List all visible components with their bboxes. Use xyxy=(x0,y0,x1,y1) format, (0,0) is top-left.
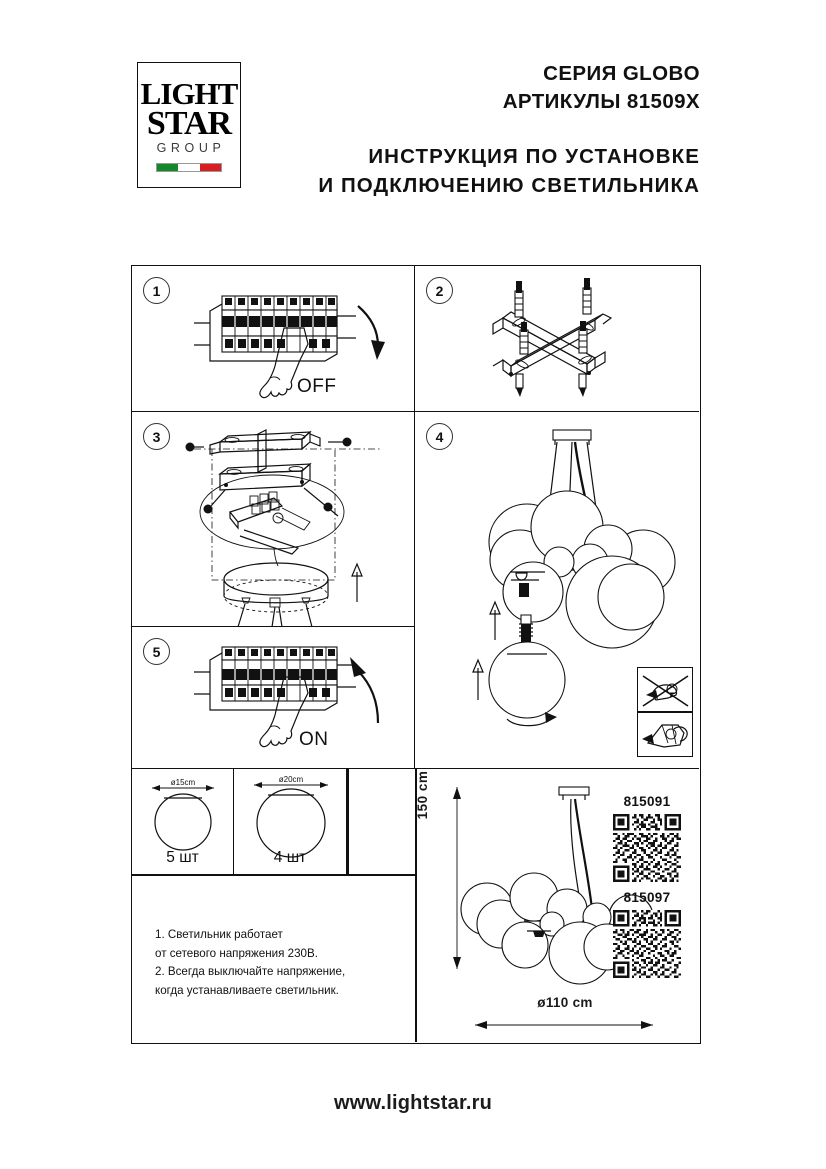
step-number-3: 3 xyxy=(143,423,170,450)
bulb-icon xyxy=(519,615,533,642)
screw-icon xyxy=(204,490,226,514)
article-code-1: 815091 xyxy=(623,794,671,809)
globe-1-diameter: ø15cm xyxy=(170,778,196,787)
step-number-2: 2 xyxy=(426,277,453,304)
header-text-block xyxy=(318,60,700,201)
globe-2-diameter: ø20cm xyxy=(278,775,304,784)
step-panel-4 xyxy=(415,412,699,769)
note-line-1: 1. Светильник работает xyxy=(155,928,283,941)
step-panel-1 xyxy=(132,266,415,412)
note-line-4: когда устанавливаете светильник. xyxy=(155,983,339,997)
qr-code-815091[interactable] xyxy=(613,814,681,882)
step-panel-5 xyxy=(132,627,415,769)
logo-text-star: STAR xyxy=(146,105,232,143)
step-1-label: OFF xyxy=(297,376,337,397)
bracket-canopy-wiring-illustration xyxy=(132,412,415,627)
series-name: СЕРИЯ GLOBO xyxy=(543,62,700,85)
dimension-drawing-panel xyxy=(417,769,699,1042)
header xyxy=(0,0,826,230)
article-code-2: 815097 xyxy=(623,890,671,905)
globe-2-count: 4 шт xyxy=(273,849,307,866)
document-title-line2: И ПОДКЛЮЧЕНИЮ СВЕТИЛЬНИКА xyxy=(318,174,700,198)
breaker-panel-on-illustration xyxy=(132,627,415,769)
screw-icon xyxy=(328,438,352,447)
screw-icon xyxy=(516,374,523,397)
screw-icon xyxy=(579,321,587,353)
screw-icon xyxy=(579,374,586,397)
width-dimension-label: ø110 cm xyxy=(537,995,593,1010)
height-dimension-label: 150 cm xyxy=(415,770,430,820)
italian-flag-icon xyxy=(156,163,222,172)
step-number-5: 5 xyxy=(143,638,170,665)
footer-website[interactable]: www.lightstar.ru xyxy=(333,1092,493,1114)
screw-icon xyxy=(583,278,591,314)
bottom-vertical-divider xyxy=(347,769,349,876)
warning-box-no-bare-hand xyxy=(637,667,693,712)
logo-text-light: LIGHT xyxy=(140,75,238,111)
article-numbers: АРТИКУЛЫ 81509X xyxy=(502,89,700,113)
note-line-3: 2. Всегда выключайте напряжение, xyxy=(155,965,346,979)
step-number-4: 4 xyxy=(426,423,453,450)
globe-spec-2 xyxy=(234,769,347,876)
globe-15cm-icon xyxy=(132,773,234,853)
globe-20cm-icon xyxy=(234,771,347,855)
document-title xyxy=(318,142,700,200)
globe-1-count: 5 шт xyxy=(166,849,199,866)
warning-box-use-cloth xyxy=(637,712,693,757)
cross-bracket-illustration xyxy=(415,266,699,412)
lightstar-logo xyxy=(137,62,241,188)
screw-icon xyxy=(520,322,528,354)
globe-spec-1 xyxy=(132,769,234,876)
logo-text-group: GROUP xyxy=(156,141,226,156)
step-5-label: ON xyxy=(299,729,329,750)
no-bare-hand-on-bulb-icon xyxy=(638,668,694,713)
note-line-2: от сетевого напряжения 230В. xyxy=(155,946,318,960)
step-panel-2 xyxy=(415,266,699,412)
screw-icon xyxy=(515,281,523,317)
safety-notes xyxy=(155,926,405,1000)
step-panel-3 xyxy=(132,412,415,627)
breaker-panel-off-illustration xyxy=(132,266,415,412)
use-cloth-on-bulb-icon xyxy=(638,713,694,758)
step-number-1: 1 xyxy=(143,277,170,304)
screw-icon xyxy=(186,443,205,452)
qr-code-815097[interactable] xyxy=(613,910,681,978)
document-title-line1: ИНСТРУКЦИЯ ПО УСТАНОВКЕ xyxy=(368,145,700,169)
